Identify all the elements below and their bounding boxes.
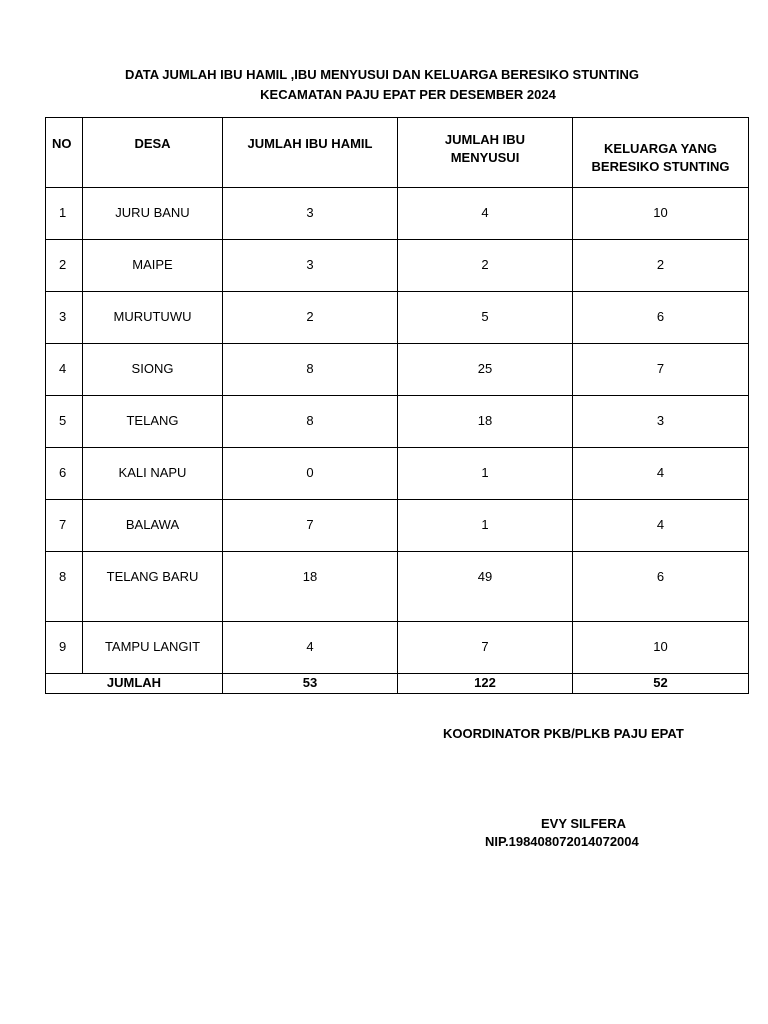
cell-stunting: 3 xyxy=(573,396,749,448)
cell-desa: TELANG xyxy=(83,396,223,448)
total-hamil: 53 xyxy=(223,674,398,694)
cell-desa: KALI NAPU xyxy=(83,448,223,500)
cell-no: 5 xyxy=(46,396,83,448)
cell-stunting: 2 xyxy=(573,240,749,292)
cell-stunting: 4 xyxy=(573,500,749,552)
cell-hamil: 3 xyxy=(223,188,398,240)
header-keluarga-beresiko-stunting xyxy=(573,118,749,188)
cell-menyusui: 4 xyxy=(398,188,573,240)
cell-stunting: 7 xyxy=(573,344,749,396)
header-jumlah-ibu-hamil: JUMLAH IBU HAMIL xyxy=(223,118,398,188)
document-title-line-1: DATA JUMLAH IBU HAMIL ,IBU MENYUSUI DAN KELUARGA BERESIKO STUNTING xyxy=(125,67,639,82)
table-row xyxy=(46,240,749,292)
header-stunting-line-2: BERESIKO STUNTING xyxy=(591,159,730,174)
signature-title: KOORDINATOR PKB/PLKB PAJU EPAT xyxy=(443,726,684,741)
signatory-nip: NIP.198408072014072004 xyxy=(485,834,639,849)
header-desa: DESA xyxy=(83,118,223,188)
cell-no: 8 xyxy=(46,552,83,622)
header-menyusui-line-2: MENYUSUI xyxy=(450,150,520,165)
cell-no: 4 xyxy=(46,344,83,396)
cell-menyusui: 49 xyxy=(398,552,573,622)
table-row xyxy=(46,292,749,344)
cell-hamil: 7 xyxy=(223,500,398,552)
cell-desa: JURU BANU xyxy=(83,188,223,240)
document-title-line-2: KECAMATAN PAJU EPAT PER DESEMBER 2024 xyxy=(260,87,556,102)
cell-hamil: 8 xyxy=(223,344,398,396)
header-no: NO xyxy=(46,118,83,188)
cell-stunting: 10 xyxy=(573,622,749,674)
table-total-row xyxy=(46,674,749,694)
cell-desa: BALAWA xyxy=(83,500,223,552)
data-table xyxy=(45,117,749,694)
cell-desa: TELANG BARU xyxy=(83,552,223,622)
cell-no: 7 xyxy=(46,500,83,552)
table-row xyxy=(46,396,749,448)
cell-desa: MAIPE xyxy=(83,240,223,292)
total-menyusui: 122 xyxy=(398,674,573,694)
cell-menyusui: 1 xyxy=(398,500,573,552)
cell-no: 2 xyxy=(46,240,83,292)
table-row xyxy=(46,552,749,622)
table-header-row xyxy=(46,118,749,188)
cell-no: 9 xyxy=(46,622,83,674)
cell-desa: SIONG xyxy=(83,344,223,396)
cell-menyusui: 18 xyxy=(398,396,573,448)
cell-desa: MURUTUWU xyxy=(83,292,223,344)
cell-menyusui: 2 xyxy=(398,240,573,292)
cell-desa: TAMPU LANGIT xyxy=(83,622,223,674)
cell-hamil: 8 xyxy=(223,396,398,448)
cell-stunting: 4 xyxy=(573,448,749,500)
header-jumlah-ibu-menyusui xyxy=(398,118,573,188)
table-row xyxy=(46,622,749,674)
cell-stunting: 6 xyxy=(573,292,749,344)
header-menyusui-line-1: JUMLAH IBU xyxy=(444,132,526,147)
table-row xyxy=(46,344,749,396)
cell-stunting: 10 xyxy=(573,188,749,240)
cell-menyusui: 7 xyxy=(398,622,573,674)
cell-hamil: 2 xyxy=(223,292,398,344)
signatory-name: EVY SILFERA xyxy=(541,816,627,831)
table-row xyxy=(46,188,749,240)
cell-no: 3 xyxy=(46,292,83,344)
cell-no: 1 xyxy=(46,188,83,240)
table-row xyxy=(46,500,749,552)
total-stunting: 52 xyxy=(573,674,749,694)
cell-hamil: 3 xyxy=(223,240,398,292)
cell-menyusui: 1 xyxy=(398,448,573,500)
cell-hamil: 18 xyxy=(223,552,398,622)
cell-menyusui: 5 xyxy=(398,292,573,344)
cell-hamil: 4 xyxy=(223,622,398,674)
cell-stunting: 6 xyxy=(573,552,749,622)
table-row xyxy=(46,448,749,500)
header-stunting-line-1: KELUARGA YANG xyxy=(604,141,717,156)
total-label: JUMLAH xyxy=(46,674,223,694)
cell-no: 6 xyxy=(46,448,83,500)
cell-hamil: 0 xyxy=(223,448,398,500)
cell-menyusui: 25 xyxy=(398,344,573,396)
